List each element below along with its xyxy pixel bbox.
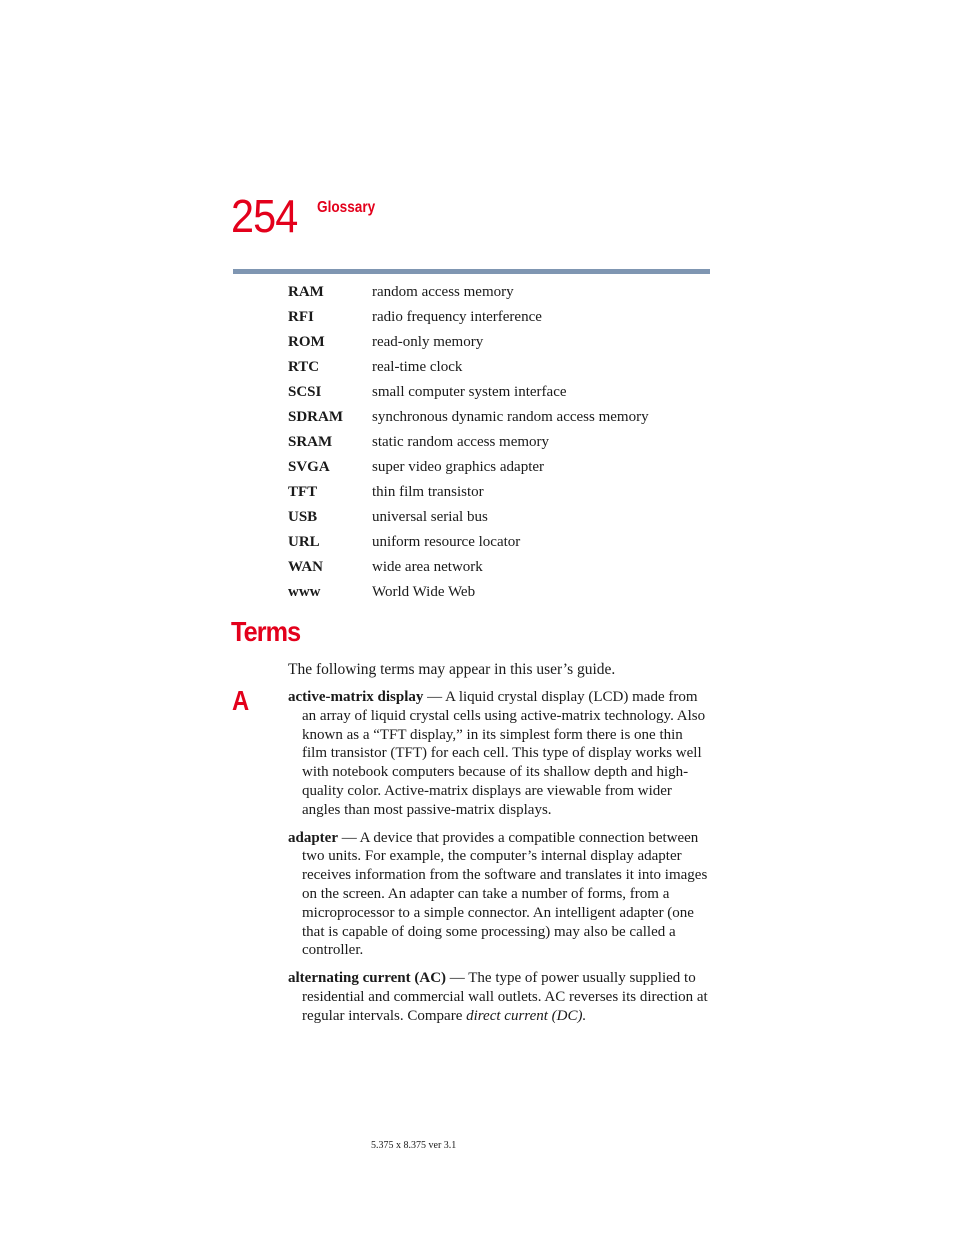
- entry-term: alternating current (AC): [288, 970, 447, 987]
- abbreviation-term: TFT: [288, 484, 318, 500]
- table-row: [288, 480, 649, 505]
- abbreviation-definition: read-only memory: [372, 334, 484, 350]
- abbreviation-definition: World Wide Web: [372, 584, 476, 600]
- entry-text: — A device that provides a compatible connection between two units. For example, the computer’s internal display adapter receives information from the software and translates it into images on the screen. An adapter can take a number of forms, from a microprocessor to a simple connector. An intelligent adapter (one that is capable of doing some processing) may also be called a controller.: [302, 829, 708, 959]
- glossary-entry: [288, 688, 708, 820]
- section-title: Glossary: [317, 199, 376, 216]
- abbreviation-definition: wide area network: [372, 559, 483, 575]
- abbreviation-definition: synchronous dynamic random access memory: [372, 409, 649, 425]
- table-row: [288, 405, 649, 430]
- abbreviation-term: SCSI: [288, 384, 322, 400]
- table-row: [288, 330, 649, 355]
- entry-term: active-matrix display: [288, 689, 424, 705]
- table-row: [288, 555, 649, 580]
- abbreviation-term: www: [288, 584, 321, 600]
- abbreviation-term: USB: [288, 509, 318, 525]
- table-row: [288, 505, 649, 530]
- abbreviation-definition: static random access memory: [372, 434, 550, 450]
- letter-marker: A: [232, 685, 250, 716]
- abbreviation-term: SVGA: [288, 459, 330, 475]
- abbreviation-definition: small computer system interface: [372, 384, 567, 400]
- footer-version: 5.375 x 8.375 ver 3.1: [371, 1140, 457, 1151]
- glossary-entry: [288, 829, 708, 961]
- entry-cross-reference: direct current (DC).: [466, 1007, 587, 1024]
- abbreviation-term: RTC: [288, 359, 320, 375]
- page-number: 254: [231, 190, 298, 242]
- entry-term: adapter: [288, 829, 338, 846]
- abbreviation-term: SDRAM: [288, 409, 343, 425]
- glossary-entries: [288, 688, 708, 1035]
- abbreviation-definition: thin film transistor: [372, 484, 484, 500]
- table-row: [288, 355, 649, 380]
- abbreviation-definition: uniform resource locator: [372, 534, 521, 550]
- table-row: [288, 455, 649, 480]
- abbreviation-term: RFI: [288, 309, 314, 325]
- abbreviation-definition: random access memory: [372, 284, 514, 300]
- glossary-entry: [288, 969, 708, 1025]
- abbreviation-table: [288, 280, 649, 605]
- table-row: [288, 530, 649, 555]
- abbreviation-definition: radio frequency interference: [372, 309, 542, 325]
- abbreviation-term: ROM: [288, 334, 325, 350]
- terms-heading: Terms: [231, 616, 301, 647]
- table-row: [288, 430, 649, 455]
- entry-text: — A liquid crystal display (LCD) made from an array of liquid crystal cells using active-matrix technology. Also known as a “TFT display,” in its simplest form there is one thin film transistor (TFT) for each cell. This type of display works well with notebook computers because of its shallow depth and high-quality color. Active-matrix displays are viewable from wider angles than most passive-matrix displays.: [302, 689, 706, 818]
- abbreviation-term: RAM: [288, 284, 324, 300]
- table-row: [288, 380, 649, 405]
- table-row: [288, 280, 649, 305]
- abbreviation-term: URL: [288, 534, 320, 550]
- abbreviation-definition: universal serial bus: [372, 509, 488, 525]
- terms-intro: The following terms may appear in this user’s guide.: [288, 661, 616, 678]
- abbreviation-term: SRAM: [288, 434, 333, 450]
- entry-text: — The type of power usually supplied to residential and commercial wall outlets. AC reverses its direction at regular intervals. Compare: [302, 970, 708, 1024]
- table-row: [288, 305, 649, 330]
- table-row: [288, 580, 649, 605]
- header-divider: [233, 269, 710, 274]
- abbreviation-term: WAN: [288, 559, 324, 575]
- abbreviation-definition: real-time clock: [372, 359, 463, 375]
- abbreviation-definition: super video graphics adapter: [372, 459, 545, 475]
